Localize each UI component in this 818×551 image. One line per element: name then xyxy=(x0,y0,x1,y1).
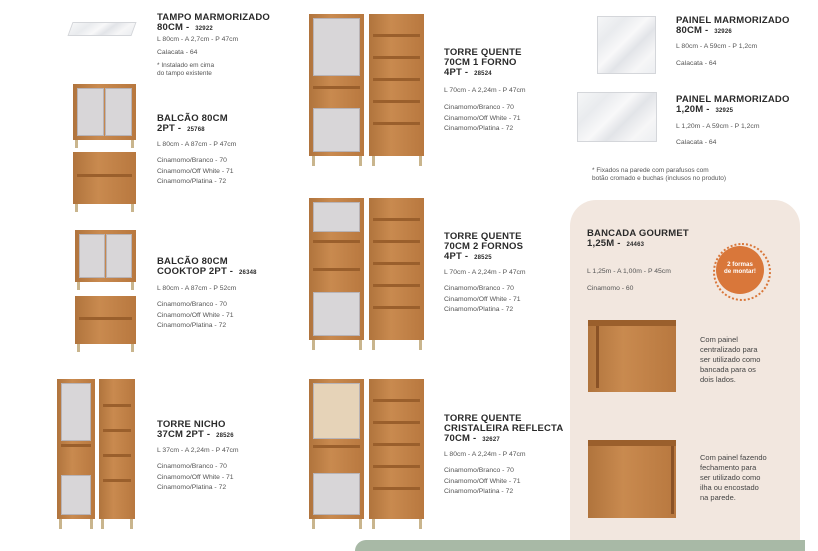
painel-note: * Fixados na parede com parafusos com botão cromado e buchas (inclusos no produto) xyxy=(592,167,727,182)
balcao-dims: L 80cm - A 87cm - P 47cm xyxy=(157,141,237,148)
painel-120-title: PAINEL MARMORIZADO 1,20M - 32925 xyxy=(676,94,790,115)
two-ways-badge: 2 formas de montar! xyxy=(716,246,764,294)
tampo-title: TAMPO MARMORIZADO 80CM - 32922 xyxy=(157,12,270,33)
torre-1forno-finishes: Cinamomo/Branco - 70 Cinamomo/Off White - 71 Cinamomo/Platina - 72 xyxy=(444,104,521,132)
balcao-open-image xyxy=(73,152,136,204)
bancada-dims: L 1,25m - A 1,00m - P 45cm xyxy=(587,268,671,275)
torre-nicho-open-image xyxy=(99,379,135,519)
painel-120-dims: L 1,20m - A 59cm - P 1,2cm xyxy=(676,123,760,130)
torre-cristaleira-dims: L 80cm - A 2,24m - P 47cm xyxy=(444,451,526,458)
painel-80-dims: L 80cm - A 59cm - P 1,2cm xyxy=(676,43,758,50)
bancada-finish: Cinamomo - 60 xyxy=(587,285,634,292)
torre-2fornos-finishes: Cinamomo/Branco - 70 Cinamomo/Off White - 71 Cinamomo/Platina - 72 xyxy=(444,285,521,313)
cooktop-doors-image xyxy=(75,230,136,282)
torre-2fornos-open-image xyxy=(369,198,424,340)
torre-nicho-doors-image xyxy=(57,379,95,519)
torre-nicho-finishes: Cinamomo/Branco - 70 Cinamomo/Off White - 71 Cinamomo/Platina - 72 xyxy=(157,463,234,491)
torre-2fornos-dims: L 70cm - A 2,24m - P 47cm xyxy=(444,269,526,276)
torre-1forno-title: TORRE QUENTE 70CM 1 FORNO 4PT - 28524 xyxy=(444,47,522,78)
painel-80-finish: Calacata - 64 xyxy=(676,60,717,67)
torre-2fornos-title: TORRE QUENTE 70CM 2 FORNOS 4PT - 28525 xyxy=(444,231,524,262)
cooktop-open-image xyxy=(75,296,136,344)
painel-120-finish: Calacata - 64 xyxy=(676,139,717,146)
bancada-end-image xyxy=(588,440,676,518)
tampo-image xyxy=(67,22,136,36)
painel-80-title: PAINEL MARMORIZADO 80CM - 32926 xyxy=(676,15,790,36)
painel-80-image xyxy=(597,16,656,74)
bancada-title: BANCADA GOURMET 1,25M - 24463 xyxy=(587,228,689,249)
tampo-finish: Calacata - 64 xyxy=(157,49,198,56)
balcao-doors-image xyxy=(73,84,136,140)
torre-2fornos-doors-image xyxy=(309,198,364,340)
balcao-finishes: Cinamomo/Branco - 70 Cinamomo/Off White - 71 Cinamomo/Platina - 72 xyxy=(157,157,234,185)
cooktop-finishes: Cinamomo/Branco - 70 Cinamomo/Off White - 71 Cinamomo/Platina - 72 xyxy=(157,301,234,329)
torre-cristaleira-title: TORRE QUENTE CRISTALEIRA REFLECTA 70CM - 32627 xyxy=(444,413,564,444)
torre-cristaleira-doors-image xyxy=(309,379,364,519)
bancada-center-image xyxy=(588,320,676,392)
torre-cristaleira-open-image xyxy=(369,379,424,519)
green-bottom-band xyxy=(355,540,805,551)
bancada-desc-2: Com painel fazendo fechamento para ser utilizado como ilha ou encostado na parede. xyxy=(700,453,767,502)
torre-1forno-doors-image xyxy=(309,14,364,156)
painel-120-image xyxy=(577,92,657,142)
torre-cristaleira-finishes: Cinamomo/Branco - 70 Cinamomo/Off White - 71 Cinamomo/Platina - 72 xyxy=(444,467,521,495)
tampo-note: * Instalado em cima do tampo existente xyxy=(157,62,215,77)
torre-1forno-open-image xyxy=(369,14,424,156)
cooktop-dims: L 80cm - A 87cm - P 52cm xyxy=(157,285,237,292)
torre-nicho-dims: L 37cm - A 2,24m - P 47cm xyxy=(157,447,239,454)
tampo-dims: L 80cm - A 2,7cm - P 47cm xyxy=(157,36,239,43)
cooktop-title: BALCÃO 80CM COOKTOP 2PT - 26348 xyxy=(157,256,257,277)
bancada-desc-1: Com painel centralizado para ser utilizado como bancada para os dois lados. xyxy=(700,335,761,384)
torre-1forno-dims: L 70cm - A 2,24m - P 47cm xyxy=(444,87,526,94)
balcao-title: BALCÃO 80CM 2PT - 25768 xyxy=(157,113,228,134)
torre-nicho-title: TORRE NICHO 37CM 2PT - 28526 xyxy=(157,419,234,440)
